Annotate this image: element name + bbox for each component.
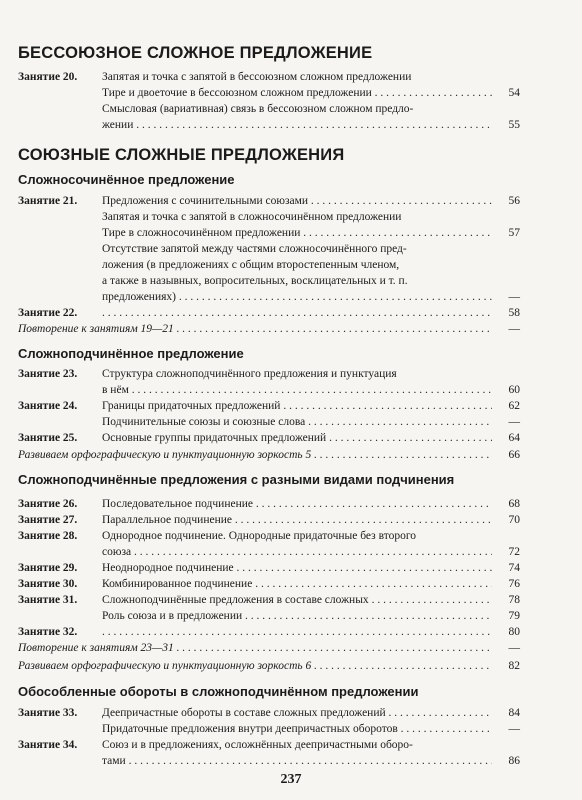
page-ref: 74 (508, 562, 520, 574)
entry-text: Союз и в предложениях, осложнённых деепричастными оборо- (102, 739, 413, 751)
entry-text: Повторение к занятиям 19—21 . . . (18, 322, 492, 337)
entry-text: Повторение к занятиям 23—31 . . . (18, 641, 492, 656)
page-ref: 64 (508, 432, 520, 444)
toc-entry (18, 367, 492, 382)
lesson-label: Занятие 30. (18, 578, 78, 590)
entry-text: а также в назывных, вопросительных, восклицательных и т. п. (102, 275, 408, 287)
entry-text: Однородное подчинение. Однородные придаточные без второго (102, 530, 417, 542)
entry-text: в нём . . . (102, 383, 492, 398)
page-ref: — (508, 323, 520, 335)
entry-text: Параллельное подчинение . . . (102, 513, 492, 528)
entry-text: предложениях) . . . (102, 290, 492, 305)
section-heading-conjunctive: СОЮЗНЫЕ СЛОЖНЫЕ ПРЕДЛОЖЕНИЯ (18, 146, 345, 164)
toc-entry (18, 577, 520, 592)
lesson-label: Занятие 24. (18, 400, 78, 412)
toc-entry (18, 609, 520, 624)
toc-entry (18, 102, 492, 117)
lesson-label: Занятие 27. (18, 514, 78, 526)
entry-text: Сложноподчинённые предложения в составе сложных . . . (102, 593, 492, 608)
page-ref: 80 (508, 626, 520, 638)
toc-entry (18, 226, 520, 241)
page-ref: 68 (508, 498, 520, 510)
lesson-label: Занятие 20. (18, 71, 78, 83)
page-ref: 72 (508, 546, 520, 558)
toc-entry (18, 306, 520, 321)
page-ref: — (508, 642, 520, 654)
toc-entry (18, 706, 520, 721)
toc-entry (18, 545, 520, 560)
toc-entry (18, 722, 520, 737)
page-ref: 60 (508, 384, 520, 396)
page-ref: 57 (508, 227, 520, 239)
page-ref: 79 (508, 610, 520, 622)
toc-entry (18, 529, 492, 544)
toc-entry (18, 641, 520, 656)
entry-text: Придаточные предложения внутри деепричастных оборотов . . . (102, 722, 492, 737)
subsection-heading: Сложноподчинённые предложения с разными видами подчинения (18, 472, 455, 487)
entry-text: Смысловая (вариативная) связь в бессоюзном сложном предло- (102, 103, 414, 115)
entry-text: Структура сложноподчинённого предложения и пунктуация (102, 368, 397, 380)
lesson-label: Занятие 25. (18, 432, 78, 444)
page-ref: — (508, 723, 520, 735)
entry-text (102, 306, 492, 321)
toc-entry (18, 210, 492, 225)
toc-entry (18, 274, 492, 289)
toc-entry (18, 399, 520, 414)
toc-entry (18, 194, 520, 209)
entry-text: Тире в сложносочинённом предложении . . . (102, 226, 492, 241)
page-ref: 84 (508, 707, 520, 719)
page-ref: 82 (508, 660, 520, 672)
toc-entry (18, 561, 520, 576)
entry-text: ложения (в предложениях с общим второстепенным членом, (102, 259, 400, 271)
toc-entry (18, 431, 520, 446)
entry-text: Тире и двоеточие в бессоюзном сложном предложении . . . (102, 86, 492, 101)
subsection-heading: Сложноподчинённое предложение (18, 346, 244, 361)
entry-text: Развиваем орфографическую и пунктуационную зоркость 5 . . . (18, 448, 492, 463)
toc-entry (18, 738, 492, 753)
page-ref: 55 (508, 119, 520, 131)
entry-text: Деепричастные обороты в составе сложных предложений . . . (102, 706, 492, 721)
toc-entry (18, 383, 520, 398)
toc-entry (18, 593, 520, 608)
entry-text (102, 625, 492, 640)
entry-text: Подчинительные союзы и союзные слова . . . (102, 415, 492, 430)
toc-entry (18, 513, 520, 528)
page-ref: 76 (508, 578, 520, 590)
entry-text: Неоднородное подчинение . . . (102, 561, 492, 576)
page-ref: — (508, 291, 520, 303)
lesson-label: Занятие 29. (18, 562, 78, 574)
entry-text: Отсутствие запятой между частями сложносочинённого пред- (102, 243, 407, 255)
section-heading-asyndetic: БЕССОЮЗНОЕ СЛОЖНОЕ ПРЕДЛОЖЕНИЕ (18, 44, 373, 62)
entry-text: Запятая и точка с запятой в бессоюзном сложном предложении (102, 71, 412, 83)
toc-entry (18, 86, 520, 101)
page-ref: 54 (508, 87, 520, 99)
toc-entry (18, 625, 520, 640)
entry-text: Развиваем орфографическую и пунктуационную зоркость 6 . . . (18, 659, 492, 674)
lesson-label: Занятие 33. (18, 707, 78, 719)
lesson-label: Занятие 26. (18, 498, 78, 510)
toc-entry (18, 754, 520, 769)
lesson-label: Занятие 28. (18, 530, 78, 542)
toc-entry (18, 497, 520, 512)
toc-entry (18, 258, 492, 273)
entry-text: тами . . . (102, 754, 492, 769)
lesson-label: Занятие 21. (18, 195, 78, 207)
lesson-label: Занятие 31. (18, 594, 78, 606)
page-ref: 78 (508, 594, 520, 606)
page-number: 237 (280, 772, 302, 787)
entry-text: Границы придаточных предложений . . . (102, 399, 492, 414)
page-ref: — (508, 416, 520, 428)
page-ref: 70 (508, 514, 520, 526)
entry-text: жении . . . (102, 118, 492, 133)
page-ref: 86 (508, 755, 520, 767)
entry-text: Основные группы придаточных предложений . . . (102, 431, 492, 446)
subsection-heading: Обособленные обороты в сложноподчинённом предложении (18, 684, 419, 699)
page-ref: 58 (508, 307, 520, 319)
entry-text: Последовательное подчинение . . . (102, 497, 492, 512)
toc-entry (18, 659, 520, 674)
entry-text: Роль союза и в предложении . . . (102, 609, 492, 624)
entry-text: Комбинированное подчинение . . . (102, 577, 492, 592)
toc-entry (18, 415, 520, 430)
toc-entry (18, 242, 492, 257)
subsection-heading: Сложносочинённое предложение (18, 172, 235, 187)
lesson-label: Занятие 22. (18, 307, 78, 319)
entry-text: Предложения с сочинительными союзами . . . (102, 194, 492, 209)
page-ref: 56 (508, 195, 520, 207)
toc-entry (18, 322, 520, 337)
toc-entry (18, 118, 520, 133)
entry-text: союза . . . (102, 545, 492, 560)
lesson-label: Занятие 23. (18, 368, 78, 380)
toc-entry (18, 448, 520, 463)
toc-entry (18, 290, 520, 305)
entry-text: Запятая и точка с запятой в сложносочинённом предложении (102, 211, 402, 223)
page-ref: 66 (508, 449, 520, 461)
lesson-label: Занятие 34. (18, 739, 78, 751)
toc-entry (18, 70, 492, 85)
page-ref: 62 (508, 400, 520, 412)
lesson-label: Занятие 32. (18, 626, 78, 638)
